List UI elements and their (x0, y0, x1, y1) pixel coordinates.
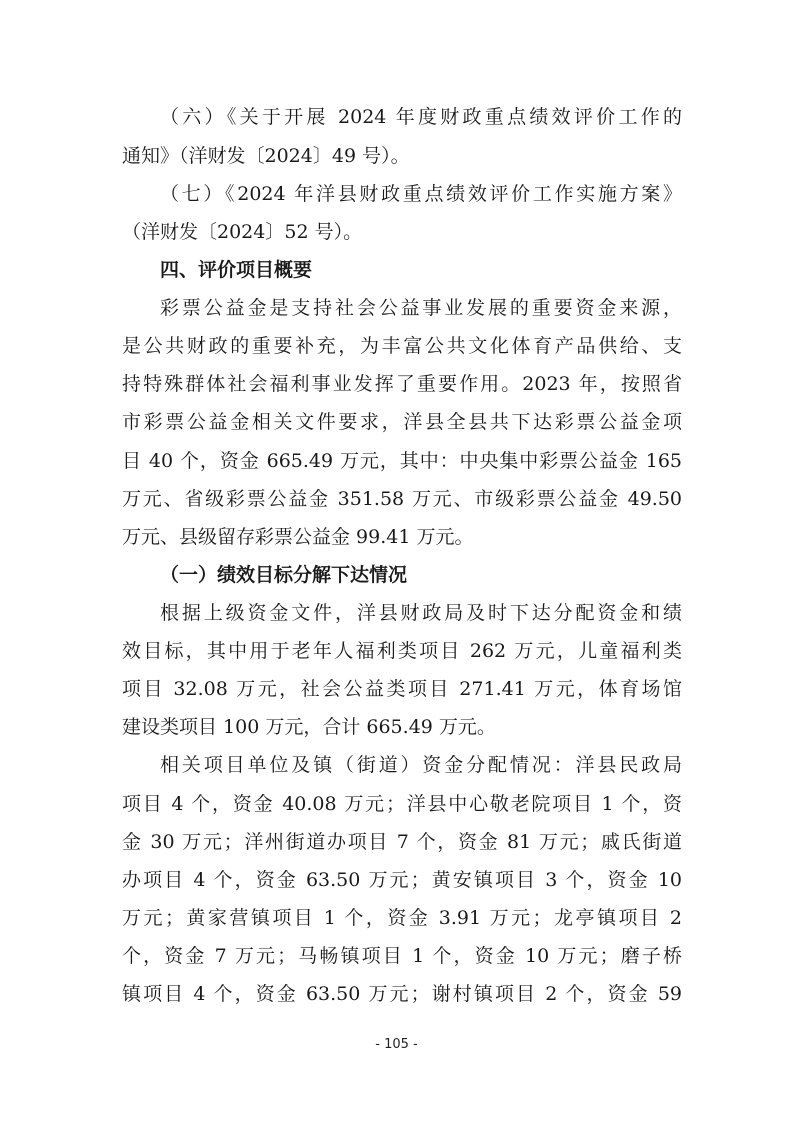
subsection-heading: （一）绩效目标分解下达情况 (160, 564, 408, 586)
text-line: 办项目 4 个，资金 63.50 万元；黄安镇项目 3 个，资金 10 (122, 869, 682, 891)
text-line: 万元、县级留存彩票公益金 99.41 万元。 (122, 526, 474, 548)
text-line: 相关项目单位及镇（街道）资金分配情况：洋县民政局 (160, 754, 682, 776)
text-line: 项目 32.08 万元，社会公益类项目 271.41 万元，体育场馆 (122, 678, 682, 700)
text-line: 个，资金 7 万元；马畅镇项目 1 个，资金 10 万元；磨子桥 (122, 945, 682, 967)
text-line: 项目 4 个，资金 40.08 万元；洋县中心敬老院项目 1 个，资 (122, 793, 682, 815)
text-line: 建设类项目 100 万元，合计 665.49 万元。 (122, 716, 496, 738)
text-line: 效目标，其中用于老年人福利类项目 262 万元，儿童福利类 (122, 640, 682, 662)
text-line: 目 40 个，资金 665.49 万元，其中：中央集中彩票公益金 165 (122, 450, 682, 472)
page-number: - 105 - (375, 1037, 418, 1052)
text-line: （洋财发〔2024〕52 号）。 (122, 221, 363, 243)
text-line: 是公共财政的重要补充，为丰富公共文化体育产品供给、支 (122, 335, 682, 357)
text-line: 万元、省级彩票公益金 351.58 万元、市级彩票公益金 49.50 (122, 488, 682, 510)
text-line: 万元；黄家营镇项目 1 个，资金 3.91 万元；龙亭镇项目 2 (122, 907, 682, 929)
text-line: 彩票公益金是支持社会公益事业发展的重要资金来源， (160, 297, 682, 319)
text-line: 通知》（洋财发〔2024〕49 号）。 (122, 145, 410, 167)
text-line: （七）《2024 年洋县财政重点绩效评价工作实施方案》 (160, 183, 682, 205)
text-line: 根据上级资金文件，洋县财政局及时下达分配资金和绩 (160, 602, 682, 624)
text-line: 持特殊群体社会福利事业发挥了重要作用。2023 年，按照省 (122, 373, 682, 395)
text-line: 镇项目 4 个，资金 63.50 万元；谢村镇项目 2 个，资金 59 (122, 983, 682, 1005)
section-heading: 四、评价项目概要 (160, 259, 313, 281)
text-line: 市彩票公益金相关文件要求，洋县全县共下达彩票公益金项 (122, 411, 682, 433)
text-line: （六）《关于开展 2024 年度财政重点绩效评价工作的 (160, 106, 682, 128)
text-line: 金 30 万元；洋州街道办项目 7 个，资金 81 万元；戚氏街道 (122, 831, 682, 853)
